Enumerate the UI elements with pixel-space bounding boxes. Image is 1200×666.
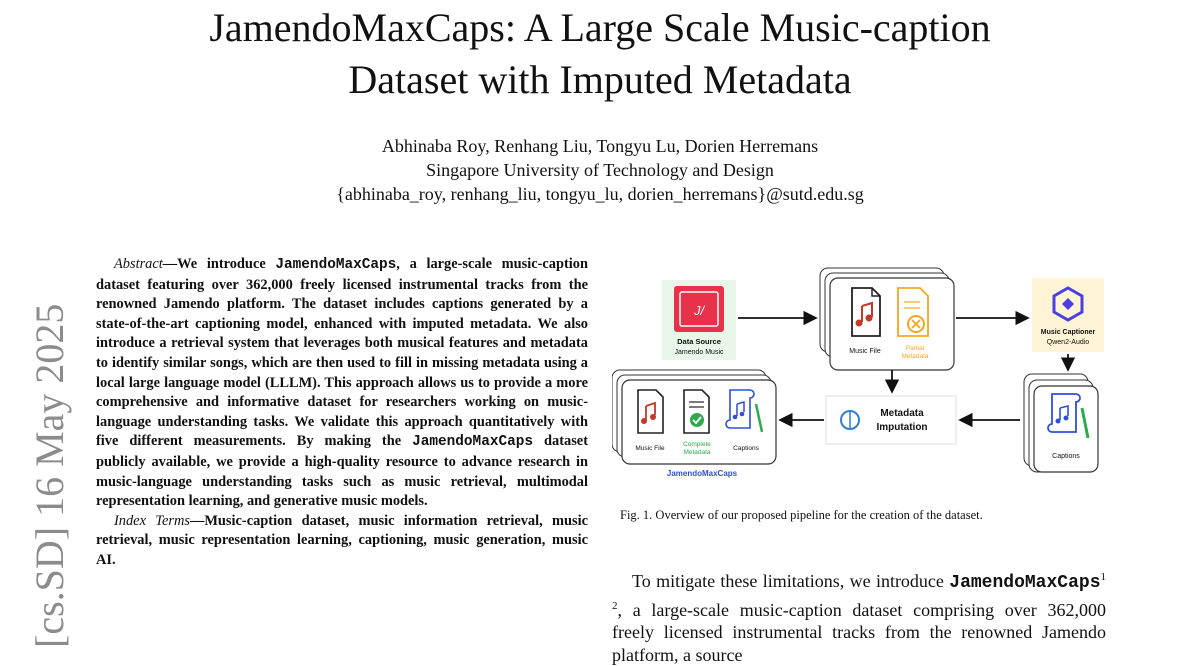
complete-metadata-label-2: Metadata bbox=[683, 449, 711, 456]
captioner-sub: Qwen2-Audio bbox=[1046, 339, 1090, 346]
abstract-dataset-name-2: JamendoMaxCaps bbox=[412, 434, 534, 451]
output-music-file-label: Music File bbox=[635, 445, 665, 452]
partial-metadata-icon bbox=[898, 288, 928, 336]
title-line-2: Dataset with Imputed Metadata bbox=[348, 57, 852, 102]
captions-label-right: Captions bbox=[1052, 453, 1080, 460]
pipeline-figure bbox=[612, 258, 1112, 490]
imputation-label-2: Imputation bbox=[876, 422, 928, 433]
partial-metadata-label-2: Metadata bbox=[901, 353, 929, 360]
abstract bbox=[96, 255, 588, 571]
data-source-label: Data Source bbox=[677, 337, 721, 346]
captioner-label: Music Captioner bbox=[1040, 329, 1096, 336]
dataset-label: JamendoMaxCaps bbox=[666, 469, 738, 478]
abstract-label: Abstract bbox=[114, 256, 163, 272]
affiliation: Singapore University of Technology and Design bbox=[426, 160, 774, 180]
music-file-label: Music File bbox=[849, 348, 881, 355]
arxiv-stamp: [cs.SD] 16 May 2025 bbox=[27, 303, 72, 648]
index-terms-label: Index Terms bbox=[114, 512, 190, 529]
complete-metadata-label-1: Complete bbox=[683, 441, 711, 448]
music-captioner-node bbox=[1032, 278, 1104, 352]
output-stack bbox=[612, 370, 776, 478]
metadata-imputation-node bbox=[826, 396, 956, 444]
authors: Abhinaba Roy, Renhang Liu, Tongyu Lu, Dorien Herremans bbox=[381, 136, 819, 156]
index-terms-text: —Music-caption dataset, music information retrieval, music retrieval, music representation learning, captioning, music generation, music AI. bbox=[96, 512, 589, 568]
abstract-dash: —We introduce bbox=[162, 256, 276, 272]
body-footnote[interactable]: 1 2 bbox=[612, 571, 1106, 612]
body-intro-2: , a large-scale music-caption dataset comprising over 362,000 freely licensed instrumental tracks from the renowned Jamendo platform, a source bbox=[612, 599, 1106, 665]
output-captions-label: Captions bbox=[733, 445, 759, 452]
complete-metadata-icon bbox=[684, 390, 709, 433]
abstract-text-1: , a large-scale music-caption dataset featuring over 362,000 freely licensed instrumental tracks from the renowned Jamendo platform. The dataset includes captions generated by a state-of-the-art captioning model, enhanced with imputed metadata. We also introduce a retrieval system that leverages both musical features and metadata to identify similar songs, which are then used to fill in missing metadata using a local large language model (LLLM). This approach allows us to provide a more comprehensive and informative dataset for researchers working on music-language understanding tasks. We validate this approach quantitatively with five different measurements. By making the bbox=[96, 256, 588, 450]
body-intro-1: To mitigate these limitations, we introduce bbox=[632, 571, 950, 591]
email: {abhinaba_roy, renhang_liu, tongyu_lu, dorien_herremans}@sutd.edu.sg bbox=[336, 184, 864, 204]
paper-title bbox=[0, 2, 1200, 106]
body-text bbox=[612, 566, 1106, 666]
partial-metadata-label-1: Partial bbox=[905, 345, 925, 352]
music-file-icon bbox=[852, 288, 880, 336]
captions-stack bbox=[1024, 374, 1098, 472]
data-source-node bbox=[662, 280, 736, 360]
body-dataset-name: JamendoMaxCaps bbox=[949, 573, 1101, 593]
author-block bbox=[0, 134, 1200, 206]
abstract-text-2: dataset publicly available, we provide a high-quality resource to advance research in music-language understanding tasks such as music retrieval, multimodal representation learning, and generative music models. bbox=[96, 433, 588, 510]
music-partial-card bbox=[820, 268, 954, 370]
imputation-label-1: Metadata bbox=[880, 408, 924, 419]
figure-caption: Fig. 1. Overview of our proposed pipeline for the creation of the dataset. bbox=[620, 508, 983, 522]
svg-text:J/: J/ bbox=[693, 303, 705, 318]
data-source-sub: Jamendo Music bbox=[674, 349, 724, 356]
abstract-dataset-name: JamendoMaxCaps bbox=[275, 257, 397, 273]
title-line-1: JamendoMaxCaps: A Large Scale Music-caption bbox=[209, 5, 991, 50]
output-music-file-icon bbox=[638, 390, 663, 433]
